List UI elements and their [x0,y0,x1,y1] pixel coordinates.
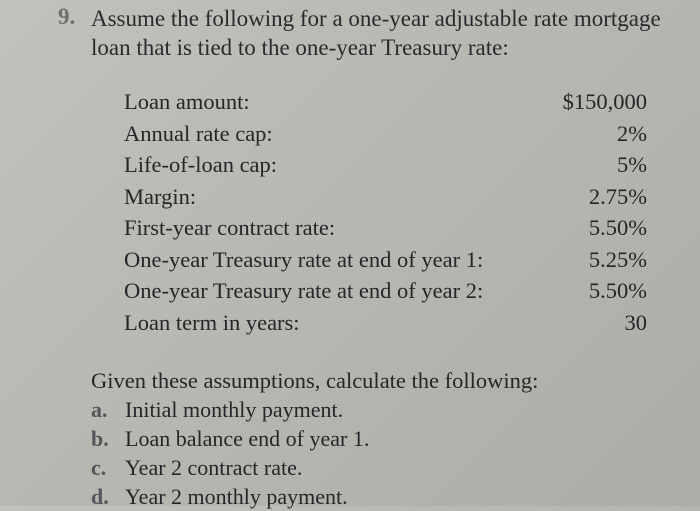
instructions-text: Given these assumptions, calculate the following: [91,368,539,393]
parameter-row [124,86,649,118]
parameter-value: $150,000 [562,89,647,114]
parameter-label: Loan amount: [124,89,250,114]
task-list [91,395,591,511]
task-letter: b. [91,426,109,451]
parameter-value: 2.75% [588,183,647,209]
task-text: Year 2 contract rate. [125,455,303,480]
task-text: Initial monthly payment. [125,397,344,422]
parameter-value: 5.50% [588,278,647,303]
parameter-value: 2% [617,120,647,146]
task-text: Year 2 monthly payment. [125,484,348,509]
parameter-row [124,275,649,307]
parameter-label: Margin: [124,183,197,209]
task-letter: c. [91,455,107,480]
parameter-label: One-year Treasury rate at end of year 2: [124,278,484,303]
question-text: Assume the following for a one-year adjustable rate mortgage loan that is tied to the one-year Treasury rate: [91,6,661,60]
task-item [91,453,591,482]
parameters-list [124,86,649,338]
parameter-row [124,118,649,150]
question-number: 9. [58,4,76,29]
parameter-row [124,212,649,244]
task-item [91,482,591,511]
parameter-value: 5.25% [588,246,647,272]
parameter-row [124,307,649,339]
task-item [91,424,591,453]
task-item [91,395,591,424]
task-letter: d. [91,484,109,509]
parameter-row [124,149,649,181]
parameter-value: 5.50% [588,215,647,240]
parameter-label: First-year contract rate: [124,215,336,240]
parameter-row [124,244,649,276]
parameter-label: Life-of-loan cap: [124,152,278,177]
task-text: Loan balance end of year 1. [125,426,370,451]
parameter-label: Loan term in years: [124,309,300,335]
task-letter: a. [91,397,108,422]
parameter-label: One-year Treasury rate at end of year 1: [124,246,484,272]
parameter-value: 30 [624,309,647,335]
parameter-row [124,181,649,213]
parameter-value: 5% [617,152,647,177]
parameter-label: Annual rate cap: [124,120,273,146]
